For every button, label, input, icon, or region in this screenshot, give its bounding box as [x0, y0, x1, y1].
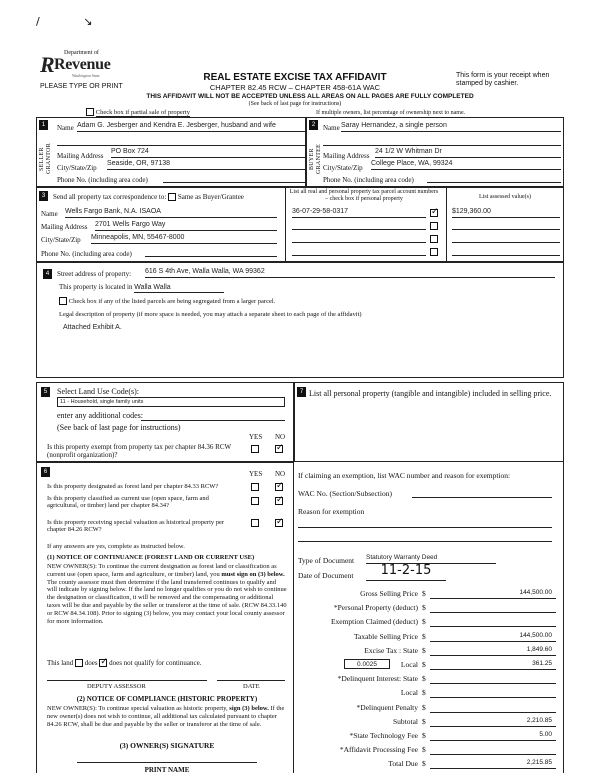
receipt-note: This form is your receipt when stamped by cashier. — [456, 72, 550, 88]
parcel-number-2[interactable] — [292, 221, 426, 230]
deputy-date-label: DATE — [243, 683, 260, 690]
partial-sale-label: Check box if partial sale of property — [95, 109, 190, 116]
see-back-note: (See back of last page for instructions) — [248, 101, 342, 107]
deputy-date-line[interactable] — [217, 675, 285, 681]
notice2-body — [47, 705, 287, 728]
does-label: does — [84, 659, 98, 667]
s3-name-label: Name — [41, 210, 58, 218]
current-use-no-checkbox[interactable] — [275, 497, 283, 505]
buyer-mailing-field[interactable]: 24 1/2 W Whitman Dr — [375, 148, 561, 158]
buyer-mailing-label: Mailing Address — [323, 152, 370, 160]
totals-row-dollar: $ — [422, 745, 426, 755]
send-correspondence-text: Send all property tax correspondence to: — [53, 193, 167, 201]
segregated-row — [59, 297, 275, 305]
historic-no-checkbox[interactable] — [275, 519, 283, 527]
right-column — [294, 462, 564, 773]
forest-current-use-section — [36, 462, 294, 773]
totals-row-value[interactable] — [430, 703, 556, 713]
notice2-body-c: If the new owner(s) does not wish to continue, all additional tax calculated pursuant to chapter 84.26 RCW, shall be due and payable by the seller or transferor at the time of sale. — [47, 705, 285, 728]
totals-row-label: Total Due — [388, 759, 418, 769]
s3-mailing-label: Mailing Address — [41, 223, 88, 231]
deputy-label: DEPUTY ASSESSOR — [87, 683, 146, 690]
street-label: Street address of property: — [57, 270, 132, 278]
seller-section — [36, 117, 306, 187]
notice2-body-a: NEW OWNER(S): To continue special valuation as historic property, — [47, 705, 228, 712]
exemption-reason-line1[interactable] — [298, 522, 552, 528]
buyer-city-field[interactable]: College Place, WA, 99324 — [371, 160, 561, 170]
seller-mailing-field[interactable]: PO Box 724 — [111, 148, 305, 158]
totals-row-value[interactable]: 144,500.00 — [430, 632, 556, 642]
segregated-label: Check box if any of the listed parcels are being segregated from a larger parcel. — [68, 298, 276, 305]
located-label: This property is located in — [59, 283, 133, 291]
buyer-phone-field[interactable] — [427, 175, 561, 183]
local-rate-box[interactable]: 0.0025 — [344, 659, 390, 669]
exempt-question: Is this property exempt from property tax per chapter 84.36 RCW (nonprofit organization)? — [47, 443, 231, 460]
deputy-signature-line[interactable] — [47, 675, 207, 681]
totals-row-dollar: $ — [422, 716, 426, 726]
totals-row-dollar: $ — [422, 702, 426, 712]
current-use-question: Is this property classified as current use (open space, farm and agricultural, or timber) land per chapter 84.34? — [47, 495, 209, 510]
seller-side-label: SELLER GRANTOR — [39, 143, 52, 175]
does-not-checkbox[interactable] — [99, 659, 107, 667]
notice2-body-b: sign (3) below. — [229, 705, 269, 712]
totals-row-value[interactable]: 5.00 — [430, 731, 556, 741]
land-use-label: Select Land Use Code(s): — [57, 387, 139, 396]
parcel-divider — [446, 188, 447, 263]
totals-row-value[interactable] — [430, 603, 556, 613]
does-not-label: does not — [109, 659, 133, 667]
historic-yes-checkbox[interactable] — [251, 519, 259, 527]
section-number-7: 7 — [297, 387, 306, 397]
notice2-title: (2) NOTICE OF COMPLIANCE (HISTORIC PROPERTY) — [76, 695, 258, 703]
exemption-reason-label: Reason for exemption — [298, 507, 365, 516]
multiple-owners-note: If multiple owners, list percentage of ownership next to name. — [316, 110, 466, 116]
wac-field[interactable] — [412, 489, 552, 498]
land-use-section — [36, 382, 294, 462]
seller-city-label: City/State/Zip — [57, 164, 97, 172]
land-use-see-back: (See back of last page for instructions) — [57, 423, 181, 432]
parcel-number-4[interactable] — [292, 247, 426, 256]
totals-table — [294, 588, 564, 773]
seller-phone-label: Phone No. (including area code) — [57, 176, 148, 184]
totals-row-value[interactable] — [430, 745, 556, 755]
additional-codes-field[interactable] — [141, 411, 285, 421]
totals-row-value[interactable] — [430, 617, 556, 627]
seller-city-field[interactable]: Seaside, OR, 97138 — [107, 160, 305, 170]
s6-yes-header: YES — [249, 470, 263, 478]
s5-no-header: NO — [275, 433, 286, 441]
legal-desc-value[interactable]: Attached Exhibit A. — [63, 324, 122, 331]
totals-row-dollar: $ — [422, 631, 426, 641]
send-correspondence-label — [53, 193, 244, 201]
same-as-buyer-label: Same as Buyer/Grantee — [177, 193, 244, 201]
seller-phone-field[interactable] — [163, 175, 305, 183]
s3-city-label: City/State/Zip — [41, 236, 81, 244]
parcel-number-3[interactable] — [292, 234, 426, 243]
seller-mailing-label: Mailing Address — [57, 152, 104, 160]
totals-row-value[interactable]: 144,500.00 — [430, 589, 556, 599]
street-field[interactable]: 616 S 4th Ave, Walla Walla, WA 99362 — [145, 268, 555, 278]
parcel-number-1[interactable]: 36-07-29-58-0317 — [292, 208, 426, 218]
totals-row-label: *Delinquent Penalty — [356, 702, 418, 712]
this-land-label: This land — [47, 659, 74, 667]
exempt-yes-checkbox[interactable] — [251, 445, 259, 453]
totals-row-dollar: $ — [422, 674, 426, 684]
current-use-yes-checkbox[interactable] — [251, 497, 259, 505]
buyer-city-label: City/State/Zip — [323, 164, 363, 172]
dor-logo — [40, 50, 130, 82]
legal-desc-label: Legal description of property (if more space is needed, you may attach a separate sheet to each page of the affidavit) — [59, 311, 362, 318]
personal-property-section — [294, 382, 564, 462]
owner-signature-line[interactable] — [77, 759, 257, 763]
dor-logo-text: Revenue — [54, 56, 111, 73]
does-checkbox[interactable] — [75, 659, 83, 667]
totals-row-label: *Delinquent Interest: State — [337, 674, 418, 684]
dor-logo-sub: Washington State — [72, 73, 100, 78]
segregated-checkbox[interactable] — [59, 297, 67, 305]
section-number-4: 4 — [43, 269, 52, 279]
totals-row-value[interactable]: 2,210.85 — [430, 717, 556, 727]
totals-row-label: *Personal Property (deduct) — [333, 603, 418, 613]
exemption-claiming-label: If claiming an exemption, list WAC number and reason for exemption: — [298, 471, 511, 480]
forest-no-checkbox[interactable] — [275, 483, 283, 491]
totals-row-label: Gross Selling Price — [360, 589, 418, 598]
assessed-header: List assessed value(s) — [479, 194, 531, 200]
buyer-name-field[interactable]: Saray Hernandez, a single person — [341, 122, 561, 132]
totals-row-label: Taxable Selling Price — [353, 631, 418, 641]
totals-row-value[interactable] — [430, 674, 556, 684]
form-warning: THIS AFFIDAVIT WILL NOT BE ACCEPTED UNLESS ALL AREAS ON ALL PAGES ARE FULLY COMPLETED — [146, 93, 474, 100]
s3-phone-label: Phone No. (including area code) — [41, 250, 132, 258]
seller-name-field[interactable]: Adam G. Jesberger and Kendra E. Jesberger, husband and wife — [77, 122, 305, 132]
notice1-body-a: NEW OWNER(S): To continue the current designation as forest land or classification as current use (open space, farm and agriculture, or timber) land, you — [47, 563, 277, 578]
owner-signature-title: (3) OWNER(S) SIGNATURE — [119, 741, 215, 750]
additional-codes-label: enter any additional codes: — [57, 411, 143, 420]
buyer-section — [306, 117, 564, 187]
totals-row-dollar: $ — [422, 688, 426, 698]
s5-yes-header: YES — [249, 433, 263, 441]
form-title: REAL ESTATE EXCISE TAX AFFIDAVIT — [203, 72, 387, 83]
totals-row-dollar: $ — [422, 589, 426, 598]
buyer-side-label: BUYER GRANTEE — [309, 143, 322, 175]
s6-no-header: NO — [275, 470, 286, 478]
s3-phone-field[interactable] — [145, 249, 277, 257]
section-number-3: 3 — [39, 191, 48, 201]
assessed-value-3[interactable] — [452, 234, 560, 243]
partial-sale-checkbox[interactable] — [86, 108, 94, 116]
assessed-value-4[interactable] — [452, 247, 560, 256]
buyer-phone-label: Phone No. (including area code) — [323, 176, 414, 184]
parcel-personal-checkbox-2[interactable] — [430, 222, 438, 230]
wac-label: WAC No. (Section/Subsection) — [298, 489, 392, 498]
totals-row-dollar: $ — [422, 617, 426, 627]
totals-row-dollar: $ — [422, 660, 426, 669]
dor-logo-dept: Department of — [64, 50, 99, 56]
totals-row-label: Exemption Claimed (deduct) — [330, 617, 418, 627]
tax-correspondence-section — [36, 187, 564, 262]
notice1-body-c: The county assessor must then determine if the land transferred continues to qualify and will indicate by signing below. If the land no longer qualifies or you do not wish to continue the designation or classification, it will be removed and the compensating or additional taxes will be due and payable by the seller or transferor at the time of sale. (RCW 84.33.140 or RCW 84.34.108). Prior to signing (3) below, you may contact your local county assessor for more information. — [47, 578, 287, 625]
buyer-name-label: Name — [323, 124, 340, 132]
doc-type-field[interactable]: Statutory Warranty Deed — [366, 554, 496, 564]
totals-row-label: Local — [400, 660, 418, 669]
same-as-buyer-checkbox[interactable] — [168, 193, 176, 201]
property-address-section — [36, 262, 564, 378]
parcel-table — [285, 188, 565, 263]
section-number-5: 5 — [41, 387, 50, 397]
seller-name-label: Name — [57, 124, 74, 132]
doc-date-field[interactable]: 11-2-15 — [366, 564, 446, 581]
totals-row-label: *State Technology Fee — [349, 731, 418, 740]
s3-name-field[interactable]: Wells Fargo Bank, N.A. ISAOA — [65, 208, 277, 218]
section-number-6: 6 — [41, 467, 50, 477]
s3-city-field[interactable]: Minneapolis, MN, 55467-8000 — [91, 234, 277, 244]
totals-row-value[interactable]: 361.25 — [430, 660, 556, 670]
notice1-body-b: must sign on (3) below. — [221, 570, 285, 578]
totals-row-value[interactable] — [430, 688, 556, 698]
forest-land-question: Is this property designated as forest land per chapter 84.33 RCW? — [47, 483, 219, 490]
totals-row-dollar: $ — [422, 603, 426, 613]
doc-date-label: Date of Document — [298, 571, 354, 580]
parcel-personal-checkbox-1[interactable] — [430, 209, 438, 217]
doc-type-label: Type of Document — [298, 556, 355, 565]
if-yes-note: If any answers are yes, complete as instructed below. — [47, 543, 185, 550]
s3-mailing-field[interactable]: 2701 Wells Fargo Way — [95, 221, 277, 231]
please-type-label: PLEASE TYPE OR PRINT — [40, 83, 123, 90]
located-field[interactable]: Walla Walla — [134, 284, 224, 293]
form-chapter: CHAPTER 82.45 RCW – CHAPTER 458-61A WAC — [209, 83, 381, 92]
totals-row-dollar: $ — [422, 645, 426, 655]
totals-row-label: Local — [400, 688, 418, 698]
section-number-1: 1 — [39, 120, 48, 130]
parcel-personal-checkbox-3[interactable] — [430, 235, 438, 243]
historic-question: Is this property receiving special valuation as historical property per chapter 84.26 RCW? — [47, 519, 225, 534]
partial-sale-row — [86, 108, 190, 116]
dor-logo-mark: R — [40, 52, 55, 77]
land-use-select[interactable]: 11 - Household, single family units — [57, 397, 285, 407]
totals-row-dollar: $ — [422, 731, 426, 740]
parcel-personal-checkbox-4[interactable] — [430, 248, 438, 256]
seller-name-line2 — [57, 140, 305, 146]
corner-marks: / ↘ — [36, 15, 113, 28]
totals-row-dollar: $ — [422, 759, 426, 769]
totals-row-value[interactable]: 1,849.60 — [430, 646, 556, 656]
section-number-2: 2 — [309, 120, 318, 130]
located-row — [59, 283, 224, 293]
notice1-body — [47, 563, 287, 625]
qualify-label: qualify for continuance. — [134, 659, 202, 667]
notice1-title: (1) NOTICE OF CONTINUANCE (FOREST LAND OR CURRENT USE) — [47, 554, 255, 561]
print-name-label: PRINT NAME — [144, 766, 190, 773]
assessed-value-2[interactable] — [452, 221, 560, 230]
buyer-name-line2 — [323, 140, 561, 146]
forest-yes-checkbox[interactable] — [251, 483, 259, 491]
continuance-row — [47, 659, 201, 667]
exemption-reason-line2[interactable] — [298, 536, 552, 542]
totals-row-label: Subtotal — [392, 716, 418, 726]
totals-row-value[interactable]: 2,215.85 — [430, 759, 556, 769]
totals-row-label: *Affidavit Processing Fee — [339, 745, 418, 755]
assessed-value-1[interactable]: $129,360.00 — [452, 208, 560, 218]
exempt-no-checkbox[interactable] — [275, 445, 283, 453]
personal-property-label: List all personal property (tangible and intangible) included in selling price. — [309, 389, 552, 398]
totals-row-label: Excise Tax : State — [364, 645, 418, 655]
parcel-header: List all real and personal property tax parcel account numbers – check box if personal property — [289, 189, 439, 202]
